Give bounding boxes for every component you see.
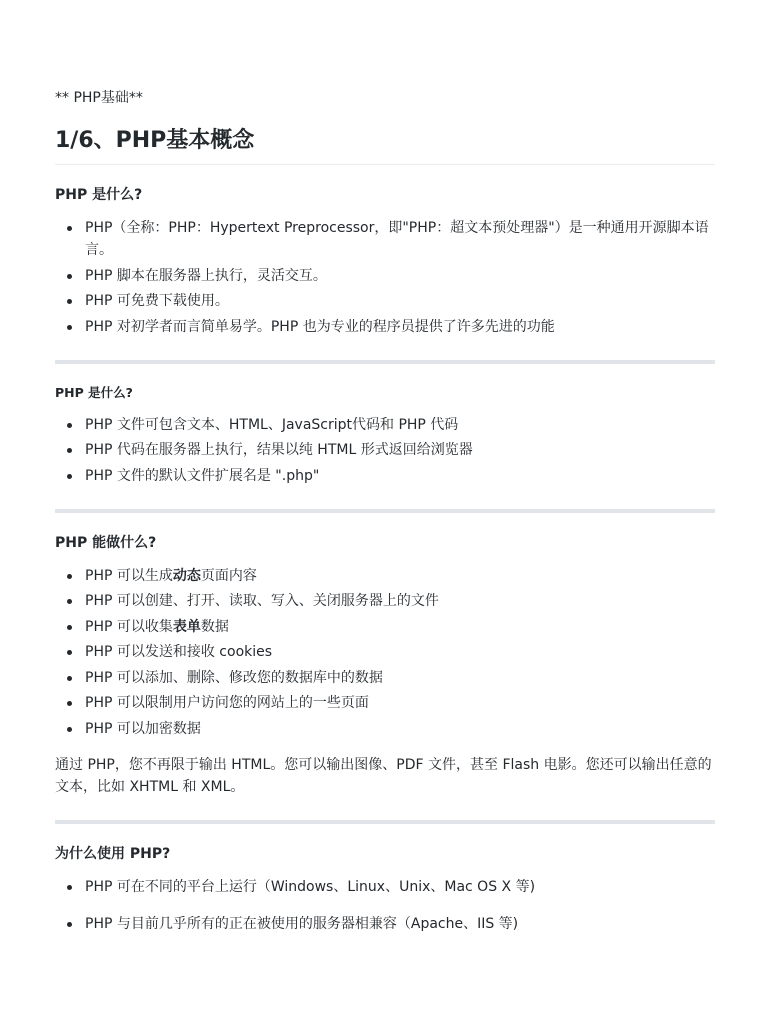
- list-item: [85, 616, 715, 638]
- list-item: PHP 与目前几乎所有的正在被使用的服务器相兼容（Apache、IIS 等): [85, 913, 715, 935]
- horizontal-rule: [55, 360, 715, 364]
- list-item: PHP 代码在服务器上执行，结果以纯 HTML 形式返回给浏览器: [85, 439, 715, 461]
- list-item: PHP 文件的默认文件扩展名是 ".php": [85, 465, 715, 487]
- list-item: PHP 对初学者而言简单易学。PHP 也为专业的程序员提供了许多先进的功能: [85, 316, 715, 338]
- paragraph-output: 通过 PHP，您不再限于输出 HTML。您可以输出图像、PDF 文件，甚至 Flash 电影。您还可以输出任意的文本，比如 XHTML 和 XML。: [55, 756, 712, 795]
- list-item: [85, 565, 715, 587]
- list-item: PHP 可在不同的平台上运行（Windows、Linux、Unix、Mac OS X 等): [85, 876, 715, 898]
- list-item-text: PHP 可以生成: [85, 567, 173, 584]
- list-php-file: [55, 414, 715, 487]
- section-heading-what-is-php: PHP 是什么?: [55, 187, 143, 203]
- section-heading-why-php: 为什么使用 PHP?: [55, 845, 171, 862]
- list-item: PHP 可免费下载使用。: [85, 290, 715, 312]
- list-item: PHP 可以发送和接收 cookies: [85, 641, 715, 663]
- pre-title: ** PHP基础**: [55, 90, 143, 106]
- section-heading-what-can-php-do: PHP 能做什么?: [55, 534, 157, 551]
- list-why-php: [55, 876, 715, 935]
- list-item: PHP 文件可包含文本、HTML、JavaScript代码和 PHP 代码: [85, 414, 715, 436]
- list-item: PHP 可以限制用户访问您的网站上的一些页面: [85, 692, 715, 714]
- page-title: 1/6、PHP基本概念: [55, 126, 715, 165]
- list-item: PHP 脚本在服务器上执行，灵活交互。: [85, 265, 715, 287]
- list-item: PHP 可以添加、删除、修改您的数据库中的数据: [85, 667, 715, 689]
- list-item-text: PHP 可以收集: [85, 618, 173, 635]
- list-item: PHP（全称：PHP：Hypertext Preprocessor，即"PHP：超文本预处理器"）是一种通用开源脚本语言。: [85, 217, 715, 261]
- document-content: [55, 88, 715, 938]
- list-item: PHP 可以创建、打开、读取、写入、关闭服务器上的文件: [85, 590, 715, 612]
- horizontal-rule: [55, 509, 715, 513]
- horizontal-rule: [55, 820, 715, 824]
- list-what-can-php-do: [55, 565, 715, 740]
- bold-text: 动态: [172, 567, 201, 584]
- list-what-is-php: [55, 217, 715, 338]
- list-item-text: 数据: [200, 618, 229, 635]
- list-item: PHP 可以加密数据: [85, 718, 715, 740]
- list-item-text: 页面内容: [200, 567, 257, 584]
- bold-text: 表单: [172, 618, 201, 635]
- section-heading-php-file: PHP 是什么?: [55, 384, 133, 400]
